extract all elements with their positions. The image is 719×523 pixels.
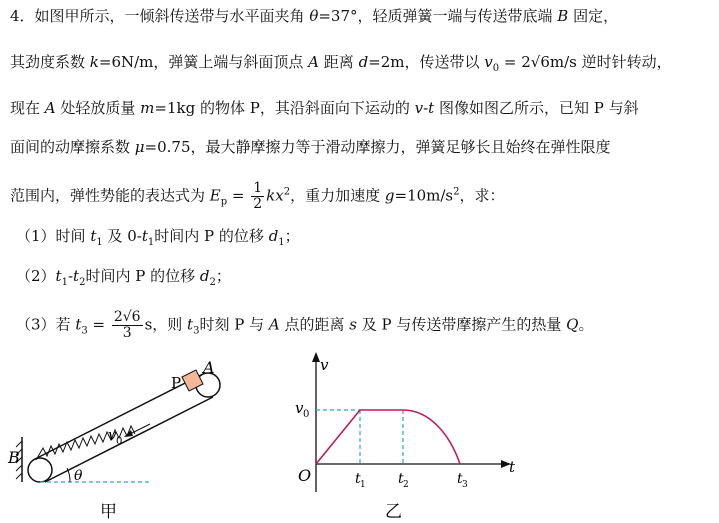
- t1-sub: 1: [147, 237, 155, 248]
- caption-a: 甲: [100, 502, 117, 522]
- label-p: P: [171, 374, 182, 392]
- text: 如图甲所示，一倾斜传送带与水平面夹角: [34, 7, 310, 25]
- text: 及 0-: [102, 227, 142, 245]
- text: 处轻放质量: [55, 99, 141, 117]
- v-axis-arrow: [312, 352, 320, 362]
- v0-sub: 0: [492, 63, 500, 74]
- text: =2m，传送带以: [368, 53, 485, 71]
- vt: v-t: [414, 99, 435, 117]
- t3-sub: 3: [81, 325, 88, 337]
- text: 点的距离: [279, 315, 350, 334]
- label-b: B: [8, 448, 20, 467]
- text: 范围内，弹性势能的表达式为: [10, 186, 210, 205]
- text: ；: [215, 267, 231, 285]
- text: 距离: [319, 53, 359, 71]
- label-t2: t: [398, 471, 404, 487]
- theta: θ: [309, 7, 319, 25]
- mu: μ: [134, 138, 145, 156]
- text: =10m/s: [394, 186, 454, 205]
- t1: t: [141, 227, 148, 245]
- label-t3: t: [457, 471, 463, 487]
- t3: t: [187, 315, 194, 334]
- text: 现在: [10, 99, 45, 117]
- text: 时间内 P 的位移: [154, 227, 269, 245]
- text: 及 P 与传送带摩擦产生的热量: [356, 315, 567, 334]
- m: m: [140, 99, 155, 117]
- kx: kx: [266, 186, 284, 205]
- text: 其劲度系数: [10, 53, 90, 71]
- d2-sub: 2: [209, 277, 216, 288]
- q: Q: [566, 315, 579, 334]
- text: -: [67, 267, 74, 285]
- d: d: [358, 53, 369, 71]
- label-t2-sub: 2: [403, 480, 409, 490]
- text: =1kg 的物体 P，其沿斜面向下运动的: [154, 99, 415, 117]
- text: 固定，: [568, 7, 619, 25]
- ep: E: [209, 186, 221, 205]
- label-v0: v: [108, 426, 117, 444]
- v0: v: [484, 53, 493, 71]
- numerator: 1: [253, 180, 263, 196]
- label-t3-sub: 3: [462, 480, 468, 490]
- g: g: [384, 186, 395, 205]
- text: ；: [284, 227, 300, 245]
- square: 2: [453, 186, 460, 198]
- point-a: A: [268, 315, 280, 334]
- label-v: v: [320, 356, 329, 374]
- caption-b: 乙: [385, 502, 402, 522]
- t1-sub: 1: [61, 277, 68, 288]
- text: s，则: [144, 315, 188, 334]
- point-a: A: [44, 99, 56, 117]
- text: （2）: [16, 267, 56, 285]
- ep-sub: p: [220, 196, 228, 208]
- t1: t: [55, 267, 62, 285]
- t3: t: [75, 315, 82, 334]
- d2: d: [199, 267, 210, 285]
- text: 。: [578, 315, 594, 334]
- text: = 2√6m/s 逆时针转动，: [499, 53, 672, 71]
- text: =0.75，最大静摩擦力等于滑动摩擦力，弹簧足够长且始终在弹性限度: [144, 138, 611, 156]
- label-v0: v: [295, 399, 304, 417]
- label-t1: t: [355, 471, 361, 487]
- denominator: 2: [253, 196, 263, 212]
- text: 面间的动摩擦系数: [10, 138, 135, 156]
- text: =6N/m，弹簧上端与斜面顶点: [98, 53, 309, 71]
- label-v0-sub: 0: [116, 436, 123, 447]
- square: 2: [283, 186, 291, 198]
- text: 时刻 P 与: [199, 315, 269, 334]
- label-a: A: [203, 358, 215, 377]
- t1: t: [90, 227, 97, 245]
- text: =: [87, 315, 110, 334]
- text: ，重力加速度: [290, 186, 385, 205]
- text: =37°，轻质弹簧一端与传送带底端: [318, 7, 558, 25]
- label-t: t: [509, 458, 516, 476]
- point-b: B: [557, 7, 569, 25]
- text: 图像如图乙所示，已知 P 与斜: [434, 99, 639, 117]
- t2: t: [73, 267, 80, 285]
- k: k: [89, 53, 99, 71]
- t1-sub: 1: [96, 237, 103, 248]
- text: =: [227, 186, 250, 205]
- s: s: [349, 315, 357, 334]
- text: （1）时间: [16, 227, 91, 245]
- t2-sub: 2: [79, 277, 86, 288]
- text: （3）若: [16, 315, 76, 334]
- d1-sub: 1: [278, 237, 285, 248]
- vt-curve: [316, 410, 460, 464]
- d1: d: [268, 227, 279, 245]
- label-theta: θ: [74, 468, 83, 484]
- label-o: O: [298, 466, 312, 485]
- text: ，求：: [459, 186, 505, 205]
- numerator: 2√6: [113, 309, 141, 325]
- point-a: A: [308, 53, 320, 71]
- denominator: 3: [122, 325, 132, 341]
- text: 时间内 P 的位移: [85, 267, 200, 285]
- label-t1-sub: 1: [360, 480, 366, 490]
- label-v0-sub: 0: [303, 409, 310, 420]
- problem-number: 4．: [10, 7, 35, 25]
- t3-sub: 3: [193, 325, 200, 337]
